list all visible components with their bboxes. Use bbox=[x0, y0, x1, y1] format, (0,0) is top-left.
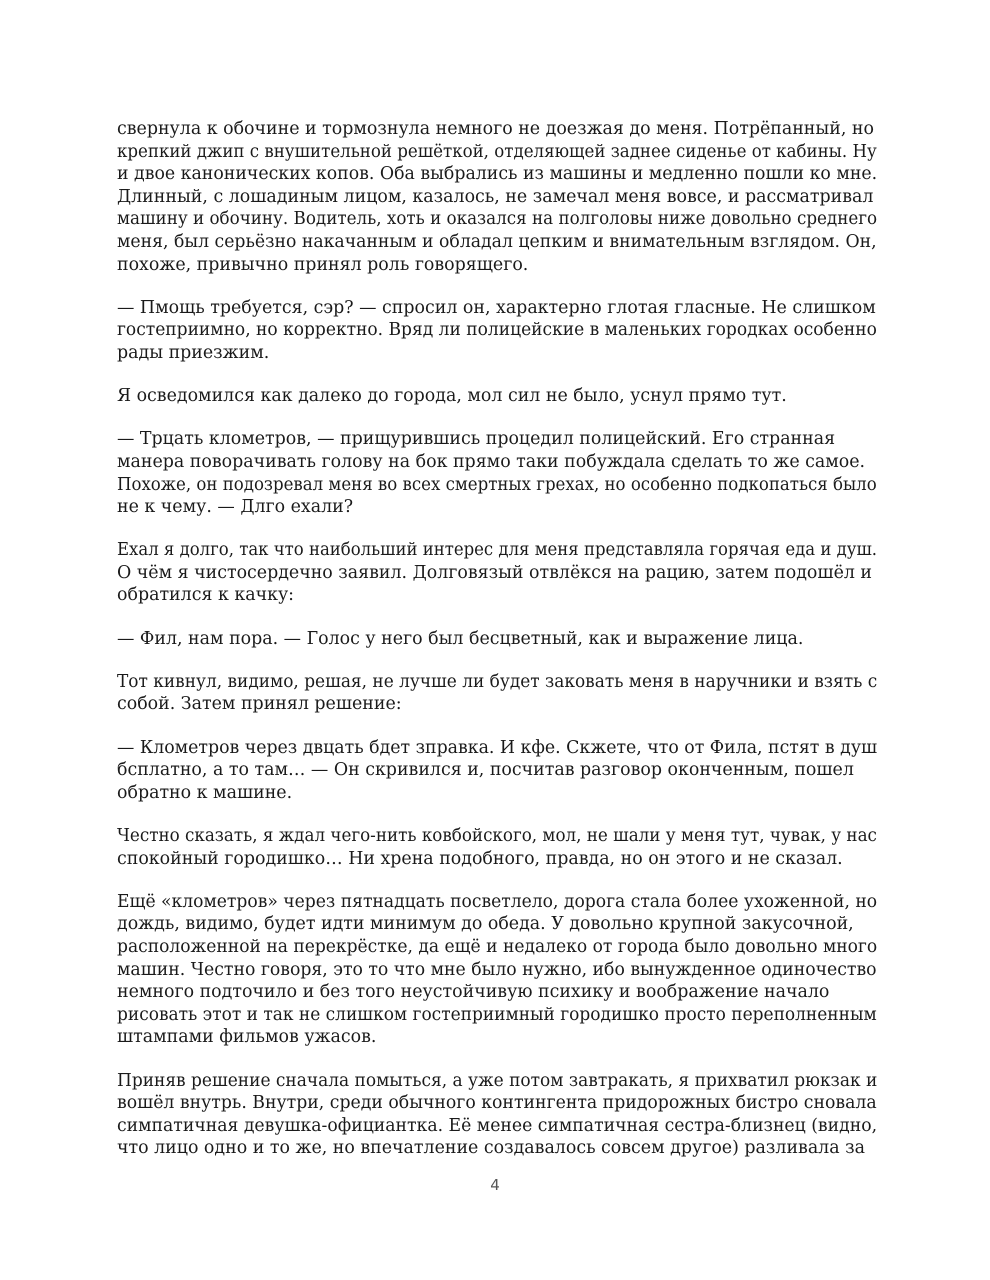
text-line: Тот кивнул, видимо, решая, не лучше ли будет заковать меня в наручники и взять с bbox=[117, 671, 878, 692]
text-line: немного подточило и без того неустойчивую психику и воображение начало bbox=[117, 982, 830, 1003]
text-line: — Пмощь требуется, сэр? — спросил он, характерно глотая гласные. Не слишком bbox=[117, 297, 876, 318]
paragraph bbox=[117, 118, 878, 276]
text-line: манера поворачивать голову на бок прямо таки побуждала сделать то же самое. bbox=[117, 451, 866, 472]
text-line: бсплатно, а то там… — Он скривился и, посчитав разговор оконченным, пошел bbox=[117, 760, 854, 781]
paragraph bbox=[117, 628, 873, 651]
text-line: рисовать этот и так не слишком гостеприимный городишко просто переполненным bbox=[117, 1004, 877, 1025]
text-line: машину и обочину. Водитель, хоть и оказался на полголовы ниже довольно среднего bbox=[117, 209, 878, 230]
text-line: — Трцать клометров, — прищурившись процедил полицейский. Его странная bbox=[117, 429, 836, 450]
text-line: О чём я чистосердечно заявил. Долговязый отвлёкся на рацию, затем подошёл и bbox=[117, 562, 873, 583]
text-line: штампами фильмов ужасов. bbox=[117, 1027, 377, 1048]
text-line: Похоже, он подозревал меня во всех смертных грехах, но особенно подкопаться было bbox=[117, 474, 877, 495]
text-line: собой. Затем принял решение: bbox=[117, 694, 402, 715]
text-line: Ехал я долго, так что наибольший интерес для меня представляла горячая еда и душ. bbox=[117, 540, 878, 561]
body-text bbox=[117, 118, 878, 1181]
paragraph bbox=[117, 428, 877, 518]
paragraph bbox=[117, 297, 877, 365]
text-line: расположенной на перекрёстке, да ещё и недалеко от города было довольно много bbox=[117, 936, 878, 957]
paragraph bbox=[117, 539, 878, 607]
text-line: Ещё «клометров» через пятнадцать посветлело, дорога стала более ухоженной, но bbox=[117, 891, 878, 912]
paragraph bbox=[117, 1070, 878, 1160]
text-line: рады приезжим. bbox=[117, 342, 270, 363]
paragraph bbox=[117, 671, 878, 716]
text-line: Я осведомился как далеко до города, мол сил не было, уснул прямо тут. bbox=[117, 386, 787, 407]
paragraph bbox=[117, 737, 878, 805]
paragraph bbox=[117, 385, 873, 408]
paragraph bbox=[117, 891, 878, 1049]
text-line: обратно к машине. bbox=[117, 782, 293, 803]
text-line: дождь, видимо, будет идти минимум до обеда. У довольно крупной закусочной, bbox=[117, 914, 854, 935]
text-line: вошёл внутрь. Внутри, среди обычного контингента придорожных бистро сновала bbox=[117, 1093, 877, 1114]
text-line: гостеприимно, но корректно. Вряд ли полицейские в маленьких городках особенно bbox=[117, 320, 877, 341]
page-number: 4 bbox=[490, 1176, 500, 1194]
text-line: — Фил, нам пора. — Голос у него был бесцветный, как и выражение лица. bbox=[117, 628, 804, 649]
paragraph bbox=[117, 825, 877, 870]
text-line: симпатичная девушка-официантка. Её менее симпатичная сестра-близнец (видно, bbox=[117, 1115, 878, 1136]
text-line: машин. Честно говоря, это то что мне было нужно, ибо вынужденное одиночество bbox=[117, 959, 877, 980]
text-line: Честно сказать, я ждал чего-нить ковбойского, мол, не шали у меня тут, чувак, у нас bbox=[117, 826, 877, 846]
text-line: обратился к качку: bbox=[117, 585, 295, 606]
text-line: свернула к обочине и тормознула немного не доезжая до меня. Потрёпанный, но bbox=[117, 119, 874, 139]
text-line: меня, был серьёзно накачанным и обладал цепким и внимательным взглядом. Он, bbox=[117, 231, 877, 252]
text-line: крепкий джип с внушительной решёткой, отделяющей заднее сиденье от кабины. Ну bbox=[117, 141, 877, 162]
text-line: спокойный городишко… Ни хрена подобного, правда, но он этого и не сказал. bbox=[117, 848, 843, 869]
text-line: — Клометров через двцать бдет зправка. И кфе. Скжете, что от Фила, пстят в душ bbox=[117, 737, 878, 758]
text-line: что лицо одно и то же, но впечатление создавалось совсем другое) разливала за bbox=[117, 1138, 865, 1159]
text-line: Приняв решение сначала помыться, а уже потом завтракать, я прихватил рюкзак и bbox=[117, 1070, 878, 1091]
text-line: не к чему. — Длго ехали? bbox=[117, 497, 354, 518]
text-line: Длинный, с лошадиным лицом, казалось, не замечал меня вовсе, и рассматривал bbox=[117, 186, 874, 207]
text-line: похоже, привычно принял роль говорящего. bbox=[117, 254, 529, 275]
text-line: и двое канонических копов. Оба выбрались из машины и медленно пошли ко мне. bbox=[117, 164, 878, 185]
